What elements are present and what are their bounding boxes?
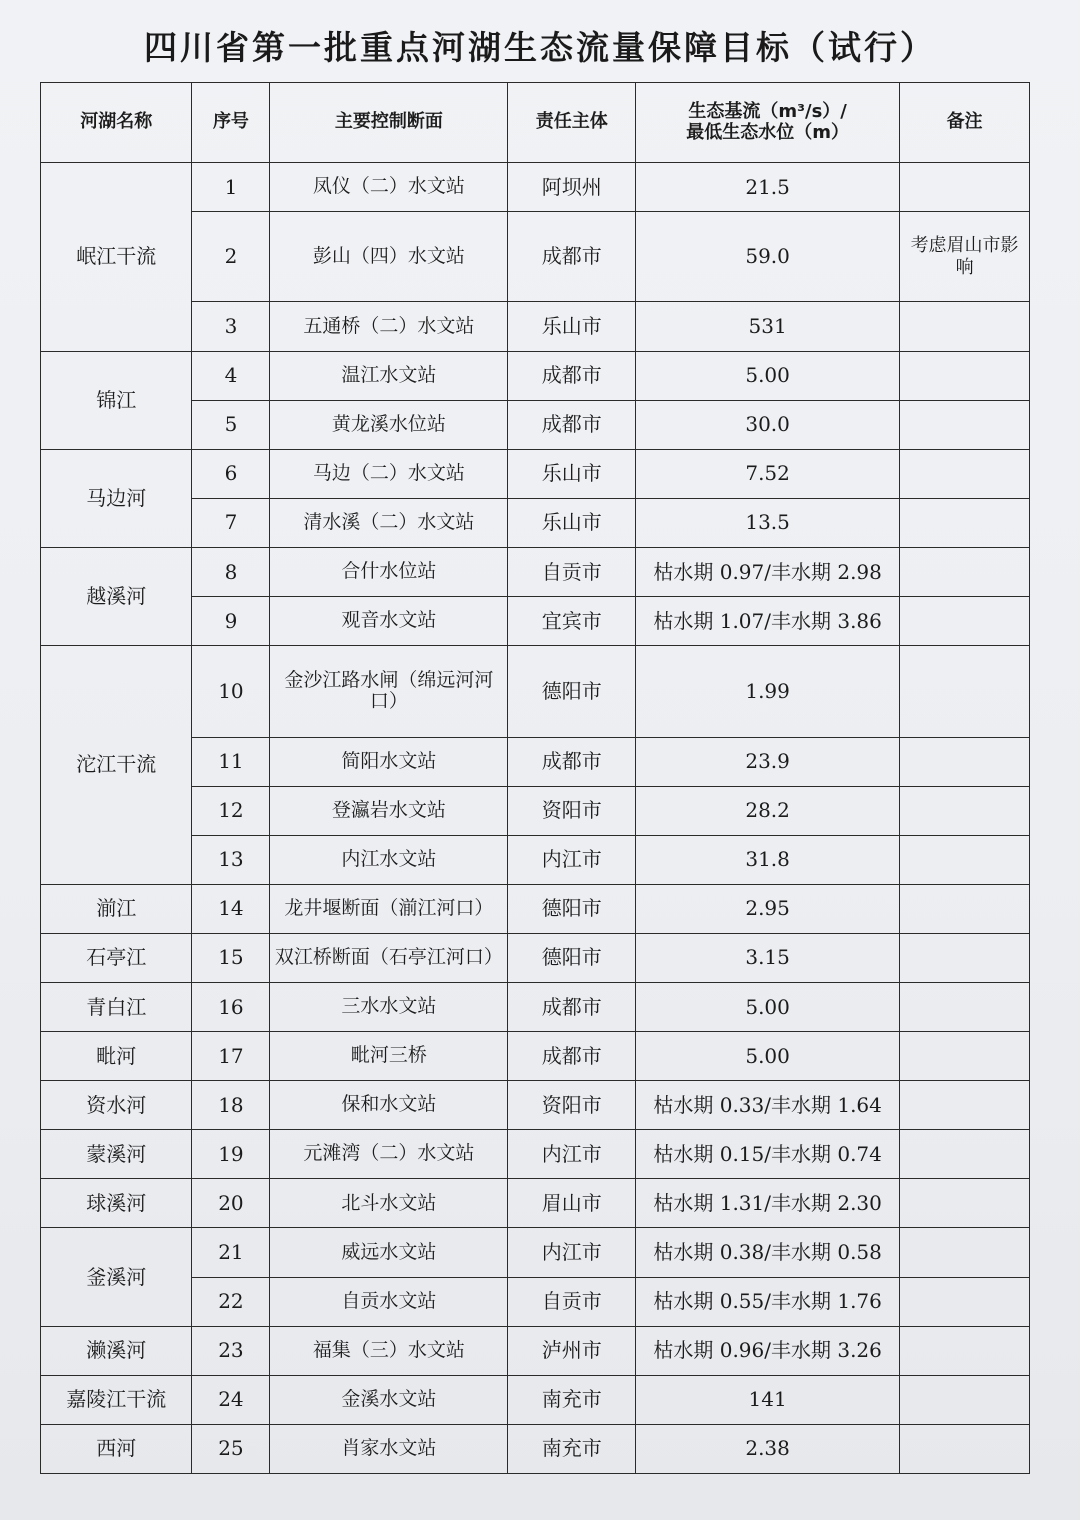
cell-no: 25 xyxy=(192,1424,270,1473)
cell-section: 五通桥（二）水文站 xyxy=(270,302,508,351)
cell-flow: 枯水期 0.96/丰水期 3.26 xyxy=(636,1326,900,1375)
cell-note xyxy=(900,163,1030,212)
cell-flow: 13.5 xyxy=(636,498,900,547)
cell-note xyxy=(900,1228,1030,1277)
header-note: 备注 xyxy=(900,83,1030,163)
cell-note xyxy=(900,1277,1030,1326)
cell-responsible: 乐山市 xyxy=(508,449,636,498)
cell-section: 彭山（四）水文站 xyxy=(270,212,508,302)
table-row xyxy=(41,1179,1030,1228)
cell-river: 濑溪河 xyxy=(41,1326,192,1375)
cell-responsible: 成都市 xyxy=(508,737,636,786)
table-row xyxy=(41,1326,1030,1375)
cell-no: 19 xyxy=(192,1130,270,1179)
cell-responsible: 宜宾市 xyxy=(508,597,636,646)
cell-responsible: 德阳市 xyxy=(508,646,636,737)
cell-responsible: 成都市 xyxy=(508,351,636,400)
cell-no: 11 xyxy=(192,737,270,786)
cell-section: 黄龙溪水位站 xyxy=(270,400,508,449)
cell-no: 13 xyxy=(192,835,270,884)
cell-section: 凤仪（二）水文站 xyxy=(270,163,508,212)
cell-responsible: 资阳市 xyxy=(508,786,636,835)
cell-responsible: 成都市 xyxy=(508,983,636,1032)
table-row xyxy=(41,163,1030,212)
cell-section: 肖家水文站 xyxy=(270,1424,508,1473)
cell-flow: 7.52 xyxy=(636,449,900,498)
cell-responsible: 泸州市 xyxy=(508,1326,636,1375)
cell-no: 14 xyxy=(192,884,270,933)
cell-responsible: 德阳市 xyxy=(508,884,636,933)
cell-river: 沱江干流 xyxy=(41,646,192,885)
cell-section: 温江水文站 xyxy=(270,351,508,400)
cell-flow: 28.2 xyxy=(636,786,900,835)
cell-responsible: 内江市 xyxy=(508,835,636,884)
cell-responsible: 自贡市 xyxy=(508,1277,636,1326)
cell-flow: 1.99 xyxy=(636,646,900,737)
cell-note xyxy=(900,498,1030,547)
cell-note xyxy=(900,597,1030,646)
table-row xyxy=(41,1228,1030,1277)
header-flow-line2: 最低生态水位（m） xyxy=(686,121,849,143)
cell-note xyxy=(900,1130,1030,1179)
header-flow-line1: 生态基流（m³/s）/ xyxy=(688,100,847,122)
header-flow xyxy=(636,83,900,163)
cell-section: 观音水文站 xyxy=(270,597,508,646)
table-row xyxy=(41,1375,1030,1424)
cell-flow: 59.0 xyxy=(636,212,900,302)
cell-flow: 31.8 xyxy=(636,835,900,884)
cell-no: 17 xyxy=(192,1032,270,1081)
cell-note xyxy=(900,1179,1030,1228)
header-no: 序号 xyxy=(192,83,270,163)
cell-flow: 21.5 xyxy=(636,163,900,212)
cell-flow: 23.9 xyxy=(636,737,900,786)
cell-river: 马边河 xyxy=(41,449,192,547)
cell-responsible: 眉山市 xyxy=(508,1179,636,1228)
cell-section: 金溪水文站 xyxy=(270,1375,508,1424)
cell-no: 9 xyxy=(192,597,270,646)
cell-river: 越溪河 xyxy=(41,547,192,645)
cell-responsible: 乐山市 xyxy=(508,498,636,547)
table-row xyxy=(41,983,1030,1032)
cell-flow: 枯水期 0.97/丰水期 2.98 xyxy=(636,547,900,596)
cell-section: 元滩湾（二）水文站 xyxy=(270,1130,508,1179)
cell-no: 10 xyxy=(192,646,270,737)
cell-section: 威远水文站 xyxy=(270,1228,508,1277)
cell-note xyxy=(900,1032,1030,1081)
cell-note xyxy=(900,351,1030,400)
cell-flow: 3.15 xyxy=(636,933,900,982)
table-row xyxy=(41,646,1030,737)
cell-note xyxy=(900,646,1030,737)
cell-no: 7 xyxy=(192,498,270,547)
table-row xyxy=(41,1081,1030,1130)
cell-responsible: 南充市 xyxy=(508,1424,636,1473)
cell-note xyxy=(900,1424,1030,1473)
cell-note xyxy=(900,547,1030,596)
header-section: 主要控制断面 xyxy=(270,83,508,163)
cell-flow: 5.00 xyxy=(636,983,900,1032)
cell-flow: 5.00 xyxy=(636,351,900,400)
cell-section: 福集（三）水文站 xyxy=(270,1326,508,1375)
cell-no: 12 xyxy=(192,786,270,835)
cell-note xyxy=(900,737,1030,786)
cell-no: 23 xyxy=(192,1326,270,1375)
cell-river: 青白江 xyxy=(41,983,192,1032)
table-row xyxy=(41,547,1030,596)
cell-river: 石亭江 xyxy=(41,933,192,982)
flow-target-table xyxy=(40,82,1030,1474)
cell-no: 15 xyxy=(192,933,270,982)
header-row xyxy=(41,83,1030,163)
table-row xyxy=(41,1130,1030,1179)
cell-river: 蒙溪河 xyxy=(41,1130,192,1179)
cell-note xyxy=(900,835,1030,884)
cell-section: 登瀛岩水文站 xyxy=(270,786,508,835)
cell-section: 内江水文站 xyxy=(270,835,508,884)
cell-responsible: 自贡市 xyxy=(508,547,636,596)
cell-river: 湔江 xyxy=(41,884,192,933)
cell-note xyxy=(900,449,1030,498)
cell-no: 2 xyxy=(192,212,270,302)
cell-section: 龙井堰断面（湔江河口） xyxy=(270,884,508,933)
cell-note xyxy=(900,983,1030,1032)
cell-river: 锦江 xyxy=(41,351,192,449)
cell-no: 4 xyxy=(192,351,270,400)
cell-note xyxy=(900,1081,1030,1130)
cell-note xyxy=(900,786,1030,835)
cell-river: 球溪河 xyxy=(41,1179,192,1228)
table-row xyxy=(41,449,1030,498)
cell-river: 岷江干流 xyxy=(41,163,192,352)
table-row xyxy=(41,351,1030,400)
cell-flow: 5.00 xyxy=(636,1032,900,1081)
cell-flow: 枯水期 0.33/丰水期 1.64 xyxy=(636,1081,900,1130)
cell-note xyxy=(900,933,1030,982)
table-row xyxy=(41,933,1030,982)
cell-river: 嘉陵江干流 xyxy=(41,1375,192,1424)
cell-flow: 141 xyxy=(636,1375,900,1424)
cell-note xyxy=(900,1375,1030,1424)
cell-responsible: 乐山市 xyxy=(508,302,636,351)
cell-no: 24 xyxy=(192,1375,270,1424)
cell-section: 北斗水文站 xyxy=(270,1179,508,1228)
cell-river: 西河 xyxy=(41,1424,192,1473)
cell-river: 资水河 xyxy=(41,1081,192,1130)
cell-river: 釜溪河 xyxy=(41,1228,192,1326)
cell-section: 简阳水文站 xyxy=(270,737,508,786)
cell-responsible: 阿坝州 xyxy=(508,163,636,212)
cell-no: 16 xyxy=(192,983,270,1032)
cell-responsible: 成都市 xyxy=(508,212,636,302)
cell-section: 保和水文站 xyxy=(270,1081,508,1130)
cell-flow: 2.38 xyxy=(636,1424,900,1473)
cell-responsible: 成都市 xyxy=(508,400,636,449)
cell-section: 金沙江路水闸（绵远河河口） xyxy=(270,646,508,737)
cell-no: 5 xyxy=(192,400,270,449)
header-river: 河湖名称 xyxy=(41,83,192,163)
cell-responsible: 资阳市 xyxy=(508,1081,636,1130)
cell-no: 6 xyxy=(192,449,270,498)
cell-no: 1 xyxy=(192,163,270,212)
cell-flow: 枯水期 0.55/丰水期 1.76 xyxy=(636,1277,900,1326)
cell-flow: 531 xyxy=(636,302,900,351)
header-responsible: 责任主体 xyxy=(508,83,636,163)
cell-flow: 枯水期 1.31/丰水期 2.30 xyxy=(636,1179,900,1228)
cell-responsible: 内江市 xyxy=(508,1228,636,1277)
cell-section: 清水溪（二）水文站 xyxy=(270,498,508,547)
cell-section: 马边（二）水文站 xyxy=(270,449,508,498)
cell-section: 自贡水文站 xyxy=(270,1277,508,1326)
cell-river: 毗河 xyxy=(41,1032,192,1081)
cell-no: 22 xyxy=(192,1277,270,1326)
cell-responsible: 内江市 xyxy=(508,1130,636,1179)
cell-responsible: 成都市 xyxy=(508,1032,636,1081)
cell-no: 18 xyxy=(192,1081,270,1130)
table-row xyxy=(41,1424,1030,1473)
cell-no: 21 xyxy=(192,1228,270,1277)
table-row xyxy=(41,1032,1030,1081)
cell-section: 合什水位站 xyxy=(270,547,508,596)
cell-note xyxy=(900,400,1030,449)
cell-section: 三水水文站 xyxy=(270,983,508,1032)
cell-section: 双江桥断面（石亭江河口） xyxy=(270,933,508,982)
cell-no: 3 xyxy=(192,302,270,351)
cell-flow: 30.0 xyxy=(636,400,900,449)
table-body xyxy=(41,163,1030,1474)
cell-note xyxy=(900,884,1030,933)
table-row xyxy=(41,884,1030,933)
cell-note xyxy=(900,302,1030,351)
cell-section: 毗河三桥 xyxy=(270,1032,508,1081)
cell-flow: 枯水期 0.15/丰水期 0.74 xyxy=(636,1130,900,1179)
page-title: 四川省第一批重点河湖生态流量保障目标（试行） xyxy=(144,28,936,67)
cell-responsible: 德阳市 xyxy=(508,933,636,982)
cell-no: 20 xyxy=(192,1179,270,1228)
cell-note xyxy=(900,1326,1030,1375)
cell-flow: 2.95 xyxy=(636,884,900,933)
cell-note: 考虑眉山市影响 xyxy=(900,212,1030,302)
cell-flow: 枯水期 0.38/丰水期 0.58 xyxy=(636,1228,900,1277)
cell-responsible: 南充市 xyxy=(508,1375,636,1424)
cell-no: 8 xyxy=(192,547,270,596)
cell-flow: 枯水期 1.07/丰水期 3.86 xyxy=(636,597,900,646)
